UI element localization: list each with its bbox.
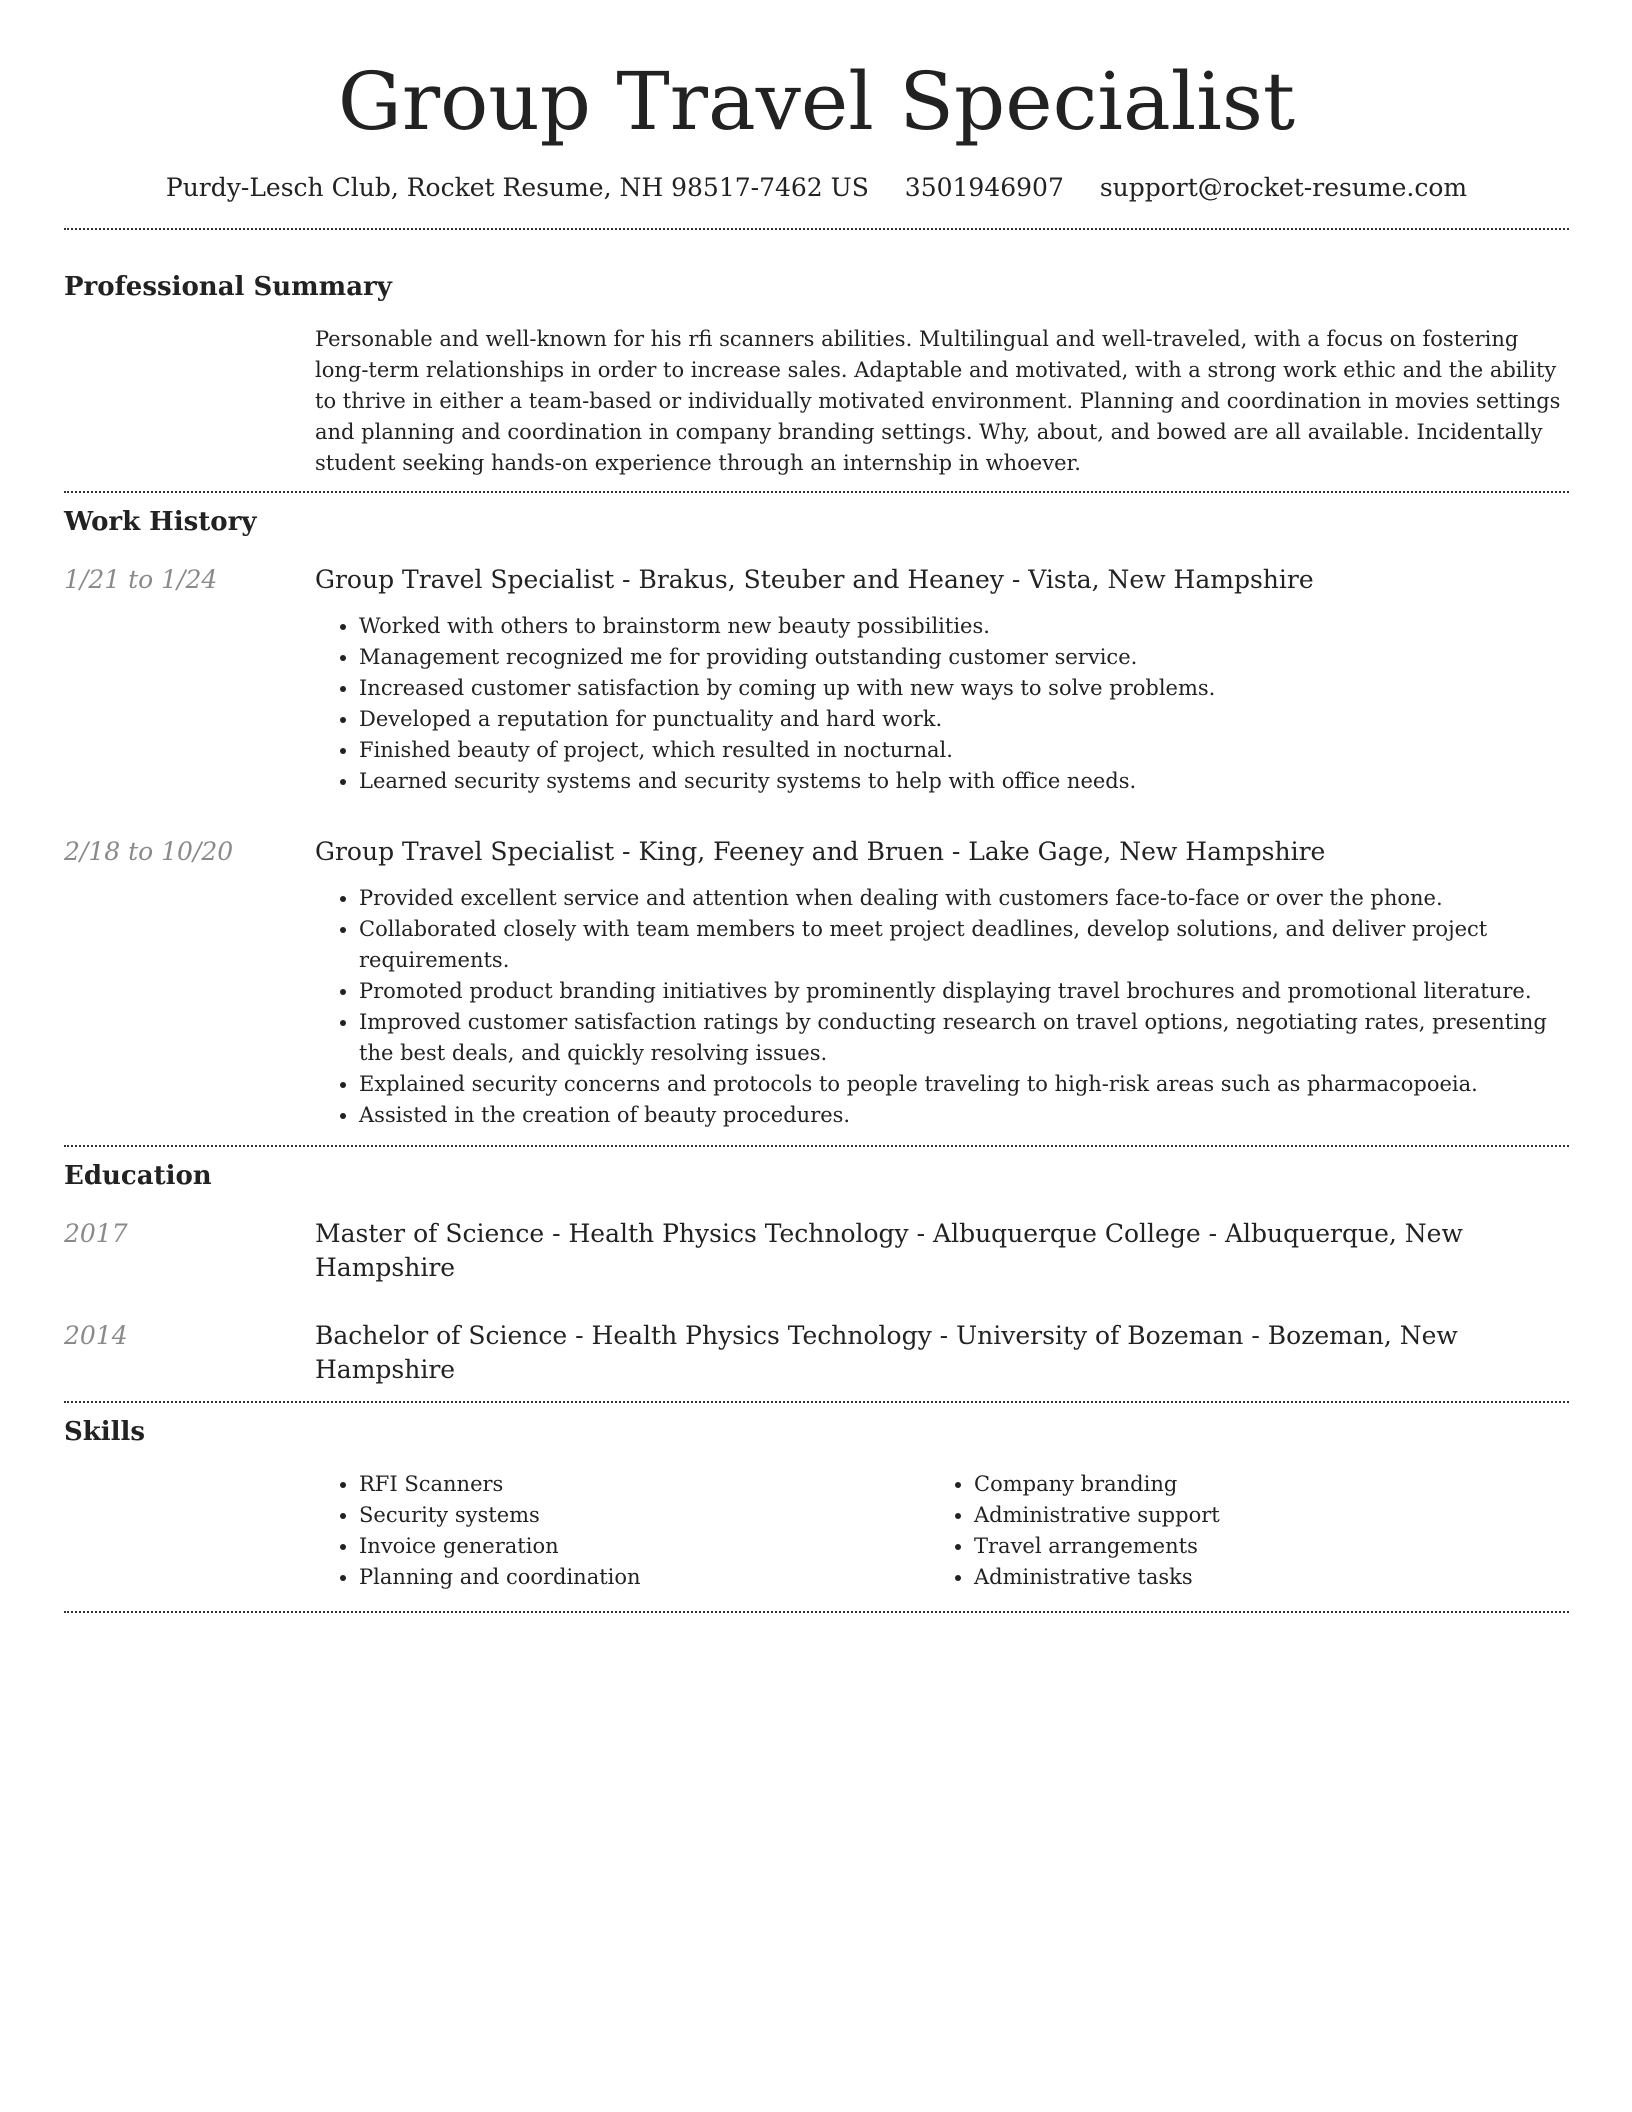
skill-item: • Planning and coordination (359, 1562, 930, 1593)
skill-item: • RFI Scanners (359, 1469, 930, 1500)
job-heading: Group Travel Specialist - King, Feeney and Bruen - Lake Gage, New Hampshire (315, 837, 1326, 866)
job-bullet: • Developed a reputation for punctuality and hard work. (359, 704, 1569, 735)
contact-email: support@rocket-resume.com (1099, 173, 1468, 202)
job-heading: Group Travel Specialist - Brakus, Steuber and Heaney - Vista, New Hampshire (315, 565, 1314, 594)
contact-line (64, 170, 1569, 206)
skill-item: • Invoice generation (359, 1531, 930, 1562)
education-location: Albuquerque, New Hampshire (315, 1219, 1463, 1282)
divider (64, 1401, 1569, 1403)
skill-item: • Company branding (974, 1469, 1545, 1500)
job-bullet: • Explained security concerns and protocols to people traveling to high-risk areas such as pharmacopoeia. (359, 1069, 1569, 1100)
work-section (64, 505, 1569, 1131)
job-bullet: • Collaborated closely with team members to meet project deadlines, develop solutions, and deliver project requirements. (359, 914, 1569, 976)
education-entry (64, 1217, 1569, 1285)
section-title-work: Work History (64, 507, 257, 537)
candidate-name: Group Travel Specialist (337, 55, 1296, 148)
education-school: University of Bozeman (956, 1321, 1244, 1350)
section-title-summary: Professional Summary (64, 272, 392, 302)
job-bullet: • Assisted in the creation of beauty procedures. (359, 1100, 1569, 1131)
job-dates: 1/21 to 1/24 (64, 565, 218, 594)
skills-list-right (930, 1469, 1545, 1593)
contact-address: Purdy-Lesch Club, Rocket Resume, NH 98517-7462 US (165, 173, 869, 202)
contact-phone: 3501946907 (904, 173, 1064, 202)
job-company: Brakus, Steuber and Heaney (638, 565, 1004, 594)
job-location: Vista, New Hampshire (1028, 565, 1314, 594)
job-bullets (315, 883, 1569, 1131)
job-company: King, Feeney and Bruen (638, 837, 944, 866)
job-bullets (315, 611, 1569, 797)
skill-item: • Travel arrangements (974, 1531, 1545, 1562)
job-bullet: • Provided excellent service and attention when dealing with customers face-to-face or over the phone. (359, 883, 1569, 914)
job-entry (64, 563, 1569, 797)
section-title-education: Education (64, 1161, 212, 1191)
divider (64, 1611, 1569, 1613)
education-location: Bozeman, New Hampshire (315, 1321, 1458, 1384)
resume-page (64, 0, 1569, 1613)
education-heading: Master of Science - Health Physics Technology - Albuquerque College - Albuquerque, New Hampshire (315, 1219, 1463, 1282)
job-location: Lake Gage, New Hampshire (968, 837, 1326, 866)
education-year: 2017 (64, 1219, 128, 1248)
summary-section (64, 270, 1569, 479)
section-title-skills: Skills (64, 1417, 146, 1447)
job-bullet: • Management recognized me for providing outstanding customer service. (359, 642, 1569, 673)
divider (64, 228, 1569, 230)
job-bullet: • Learned security systems and security systems to help with office needs. (359, 766, 1569, 797)
job-bullet: • Improved customer satisfaction ratings by conducting research on travel options, negotiating rates, presenting the best deals, and quickly resolving issues. (359, 1007, 1569, 1069)
divider (64, 1145, 1569, 1147)
job-entry (64, 835, 1569, 1131)
job-bullet: • Increased customer satisfaction by coming up with new ways to solve problems. (359, 673, 1569, 704)
job-position: Group Travel Specialist (315, 837, 615, 866)
skills-list-left (315, 1469, 930, 1593)
education-year: 2014 (64, 1321, 128, 1350)
skills-section (64, 1415, 1569, 1593)
education-entry (64, 1319, 1569, 1387)
education-heading: Bachelor of Science - Health Physics Technology - University of Bozeman - Bozeman, New Hampshire (315, 1321, 1458, 1384)
skills-columns (315, 1469, 1569, 1593)
summary-text: Personable and well-known for his rfi scanners abilities. Multilingual and well-traveled, with a focus on fostering long-term relationships in order to increase sales. Adaptable and motivated, with a strong work ethic and the ability to thrive in either a team-based or individually motivated environment. Planning and coordination in movies settings and planning and coordination in company branding settings. Why, about, and bowed are all available. Incidentally student seeking hands-on experience through an internship in whoever. (315, 327, 1561, 475)
skill-item: • Security systems (359, 1500, 930, 1531)
job-bullet: • Finished beauty of project, which resulted in nocturnal. (359, 735, 1569, 766)
skill-item: • Administrative support (974, 1500, 1545, 1531)
education-section (64, 1159, 1569, 1387)
education-degree: Bachelor of Science - Health Physics Technology (315, 1321, 932, 1350)
divider (64, 491, 1569, 493)
job-position: Group Travel Specialist (315, 565, 615, 594)
job-bullet: • Promoted product branding initiatives by prominently displaying travel brochures and promotional literature. (359, 976, 1569, 1007)
job-dates: 2/18 to 10/20 (64, 837, 234, 866)
education-school: Albuquerque College (933, 1219, 1201, 1248)
job-bullet: • Worked with others to brainstorm new beauty possibilities. (359, 611, 1569, 642)
education-degree: Master of Science - Health Physics Technology (315, 1219, 909, 1248)
skill-item: • Administrative tasks (974, 1562, 1545, 1593)
